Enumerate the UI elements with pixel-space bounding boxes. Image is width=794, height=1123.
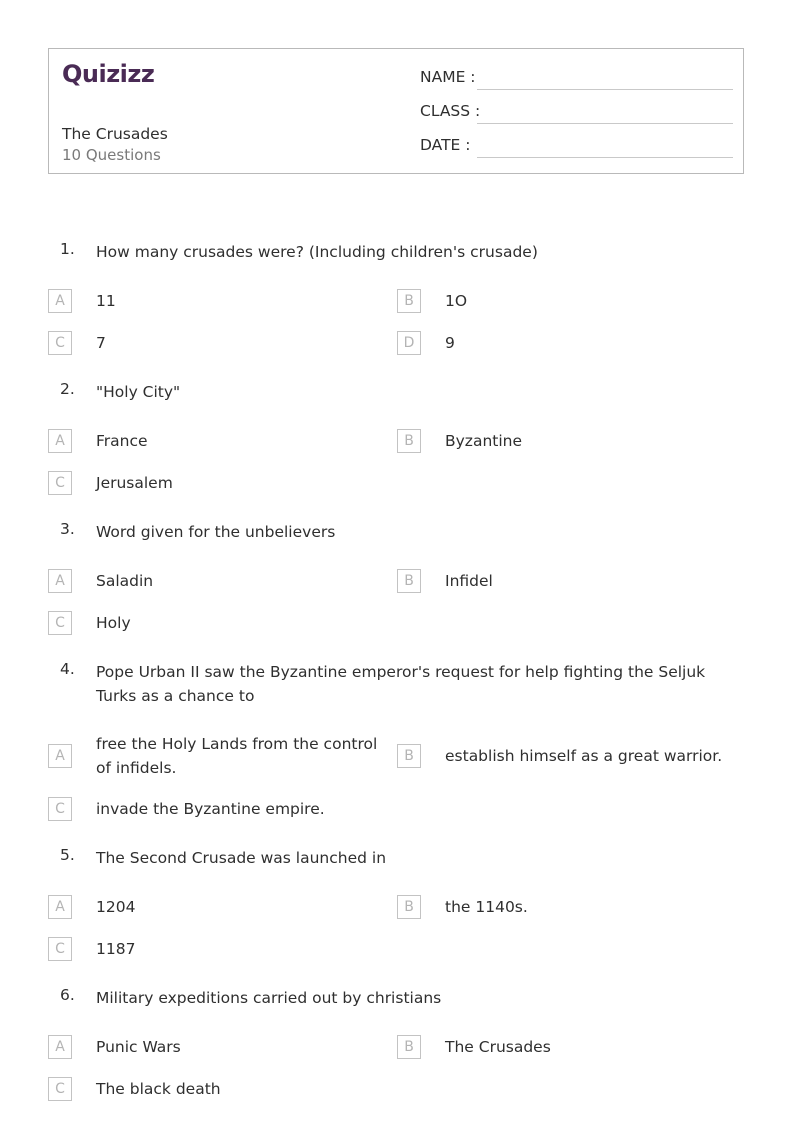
option-c-box: C	[48, 471, 72, 495]
question-text: Pope Urban II saw the Byzantine emperor's request for help fighting the Seljuk Turks as a chance to	[96, 663, 706, 705]
option-d-box: D	[397, 331, 421, 355]
option-a-text: Punic Wars	[96, 1038, 181, 1056]
question-number: 6.	[60, 986, 75, 1004]
option-b-box: B	[397, 429, 421, 453]
worksheet-title: The Crusades	[62, 125, 168, 143]
option-a-box: A	[48, 744, 72, 768]
option-b-box: B	[397, 289, 421, 313]
option-b-text: Infidel	[445, 572, 493, 590]
date-label: DATE :	[420, 136, 471, 154]
question-number: 5.	[60, 846, 75, 864]
option-c-box: C	[48, 331, 72, 355]
option-c-text: Holy	[96, 614, 131, 632]
worksheet-header	[48, 48, 744, 174]
option-b-text: 1O	[445, 292, 468, 310]
option-a-text: France	[96, 432, 148, 450]
question-number: 4.	[60, 660, 75, 678]
option-a-box: A	[48, 429, 72, 453]
option-a-text: 11	[96, 292, 116, 310]
name-label: NAME :	[420, 68, 476, 86]
option-b-text: The Crusades	[445, 1038, 551, 1056]
option-a-text: Saladin	[96, 572, 154, 590]
question-number: 2.	[60, 380, 75, 398]
option-c-text: 7	[96, 334, 106, 352]
option-b-box: B	[397, 1035, 421, 1059]
question-text: How many crusades were? (Including children's crusade)	[96, 243, 538, 261]
question-text: Word given for the unbelievers	[96, 523, 336, 541]
date-line	[477, 157, 733, 158]
question-count: 10 Questions	[62, 146, 161, 164]
option-c-box: C	[48, 797, 72, 821]
option-c-box: C	[48, 937, 72, 961]
option-a-box: A	[48, 1035, 72, 1059]
option-b-text: Byzantine	[445, 432, 523, 450]
option-c-text: 1187	[96, 940, 136, 958]
question-text: "Holy City"	[96, 383, 181, 401]
class-line	[477, 123, 733, 124]
option-b-text: the 1140s.	[445, 898, 528, 916]
question-text: Military expeditions carried out by christians	[96, 989, 442, 1007]
option-c-box: C	[48, 1077, 72, 1101]
option-b-text: establish himself as a great warrior.	[445, 747, 723, 765]
option-a-box: A	[48, 569, 72, 593]
option-c-text: Jerusalem	[96, 474, 173, 492]
class-label: CLASS :	[420, 102, 481, 120]
name-line	[477, 89, 733, 90]
option-c-text: invade the Byzantine empire.	[96, 800, 325, 818]
option-d-text: 9	[445, 334, 455, 352]
option-a-box: A	[48, 289, 72, 313]
option-b-box: B	[397, 569, 421, 593]
option-b-box: B	[397, 895, 421, 919]
question-number: 3.	[60, 520, 75, 538]
option-a-text: free the Holy Lands from the control of infidels.	[96, 735, 378, 777]
option-b-box: B	[397, 744, 421, 768]
option-a-box: A	[48, 895, 72, 919]
quizizz-logo: Quizizz	[62, 60, 155, 88]
question-number: 1.	[60, 240, 75, 258]
option-a-text: 1204	[96, 898, 136, 916]
option-c-box: C	[48, 611, 72, 635]
question-text: The Second Crusade was launched in	[96, 849, 387, 867]
option-c-text: The black death	[96, 1080, 221, 1098]
